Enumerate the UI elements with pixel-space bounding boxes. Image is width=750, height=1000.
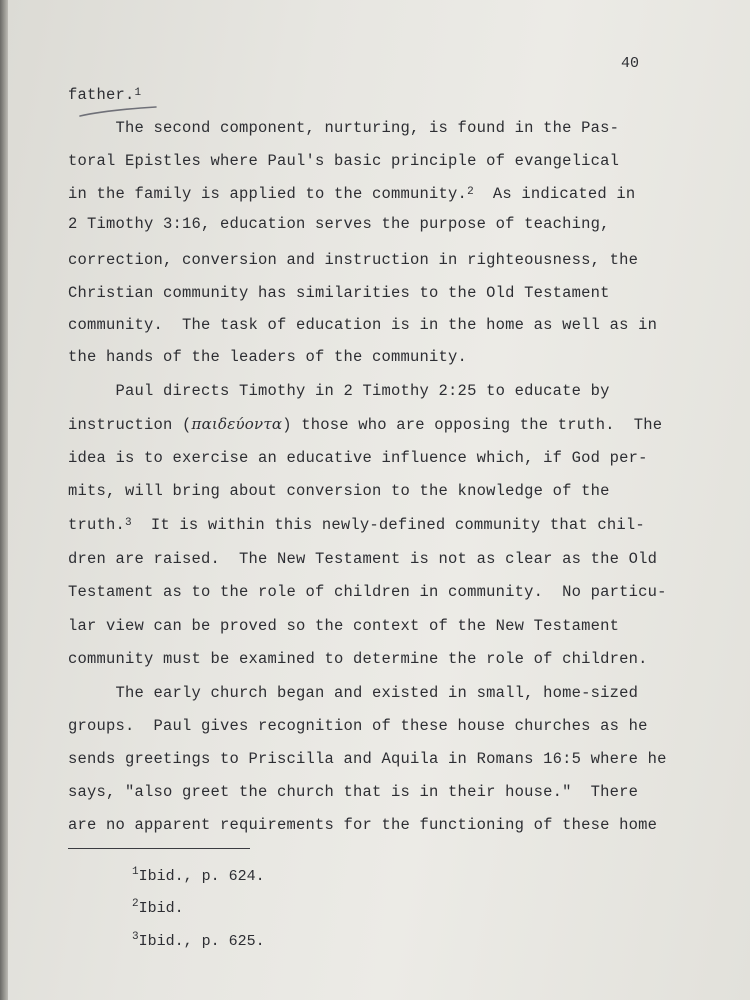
text-line: The second component, nurturing, is found in the Pas- bbox=[68, 119, 620, 137]
text-line: in the family is applied to the community.$^2$ As indicated in bbox=[68, 185, 636, 203]
text-line: The early church began and existed in small, home-sized bbox=[68, 684, 639, 702]
text-line: are no apparent requirements for the functioning of these home bbox=[68, 816, 658, 834]
text-line: toral Epistles where Paul's basic principle of evangelical bbox=[68, 152, 620, 170]
greek-word: παιδεύοντα bbox=[191, 415, 283, 433]
footnote: $^2$Ibid. bbox=[132, 898, 184, 917]
book-binding-shadow bbox=[0, 0, 8, 1000]
pencil-underline-mark bbox=[78, 106, 158, 120]
text-line: groups. Paul gives recognition of these house churches as he bbox=[68, 717, 648, 735]
page-number: 40 bbox=[621, 55, 640, 72]
text-line: Paul directs Timothy in 2 Timothy 2:25 to educate by bbox=[68, 382, 610, 400]
text-line: instruction (παιδεύοντα) those who are opposing the truth. The bbox=[68, 415, 663, 434]
text-line: correction, conversion and instruction in righteousness, the bbox=[68, 251, 639, 269]
text-line: dren are raised. The New Testament is not as clear as the Old bbox=[68, 550, 658, 568]
text-line: the hands of the leaders of the community. bbox=[68, 348, 468, 366]
footnote: $^3$Ibid., p. 625. bbox=[132, 931, 265, 950]
text-line: community. The task of education is in the home as well as in bbox=[68, 316, 658, 334]
text-line: mits, will bring about conversion to the knowledge of the bbox=[68, 482, 610, 500]
text-line: 2 Timothy 3:16, education serves the purpose of teaching, bbox=[68, 215, 610, 233]
text-line: lar view can be proved so the context of the New Testament bbox=[68, 617, 620, 635]
text-line: community must be examined to determine the role of children. bbox=[68, 650, 648, 668]
footnote-divider bbox=[68, 848, 250, 849]
text-line: Testament as to the role of children in community. No particu- bbox=[68, 583, 667, 601]
text-line: father.$^1$ bbox=[68, 86, 142, 104]
document-page bbox=[8, 0, 750, 1000]
text-line: sends greetings to Priscilla and Aquila in Romans 16:5 where he bbox=[68, 750, 667, 768]
text-line: idea is to exercise an educative influence which, if God per- bbox=[68, 449, 648, 467]
text-line: says, "also greet the church that is in their house." There bbox=[68, 783, 639, 801]
text-line: Christian community has similarities to the Old Testament bbox=[68, 284, 610, 302]
footnote: $^1$Ibid., p. 624. bbox=[132, 866, 265, 885]
text-line: truth.$^3$ It is within this newly-defined community that chil- bbox=[68, 516, 645, 534]
